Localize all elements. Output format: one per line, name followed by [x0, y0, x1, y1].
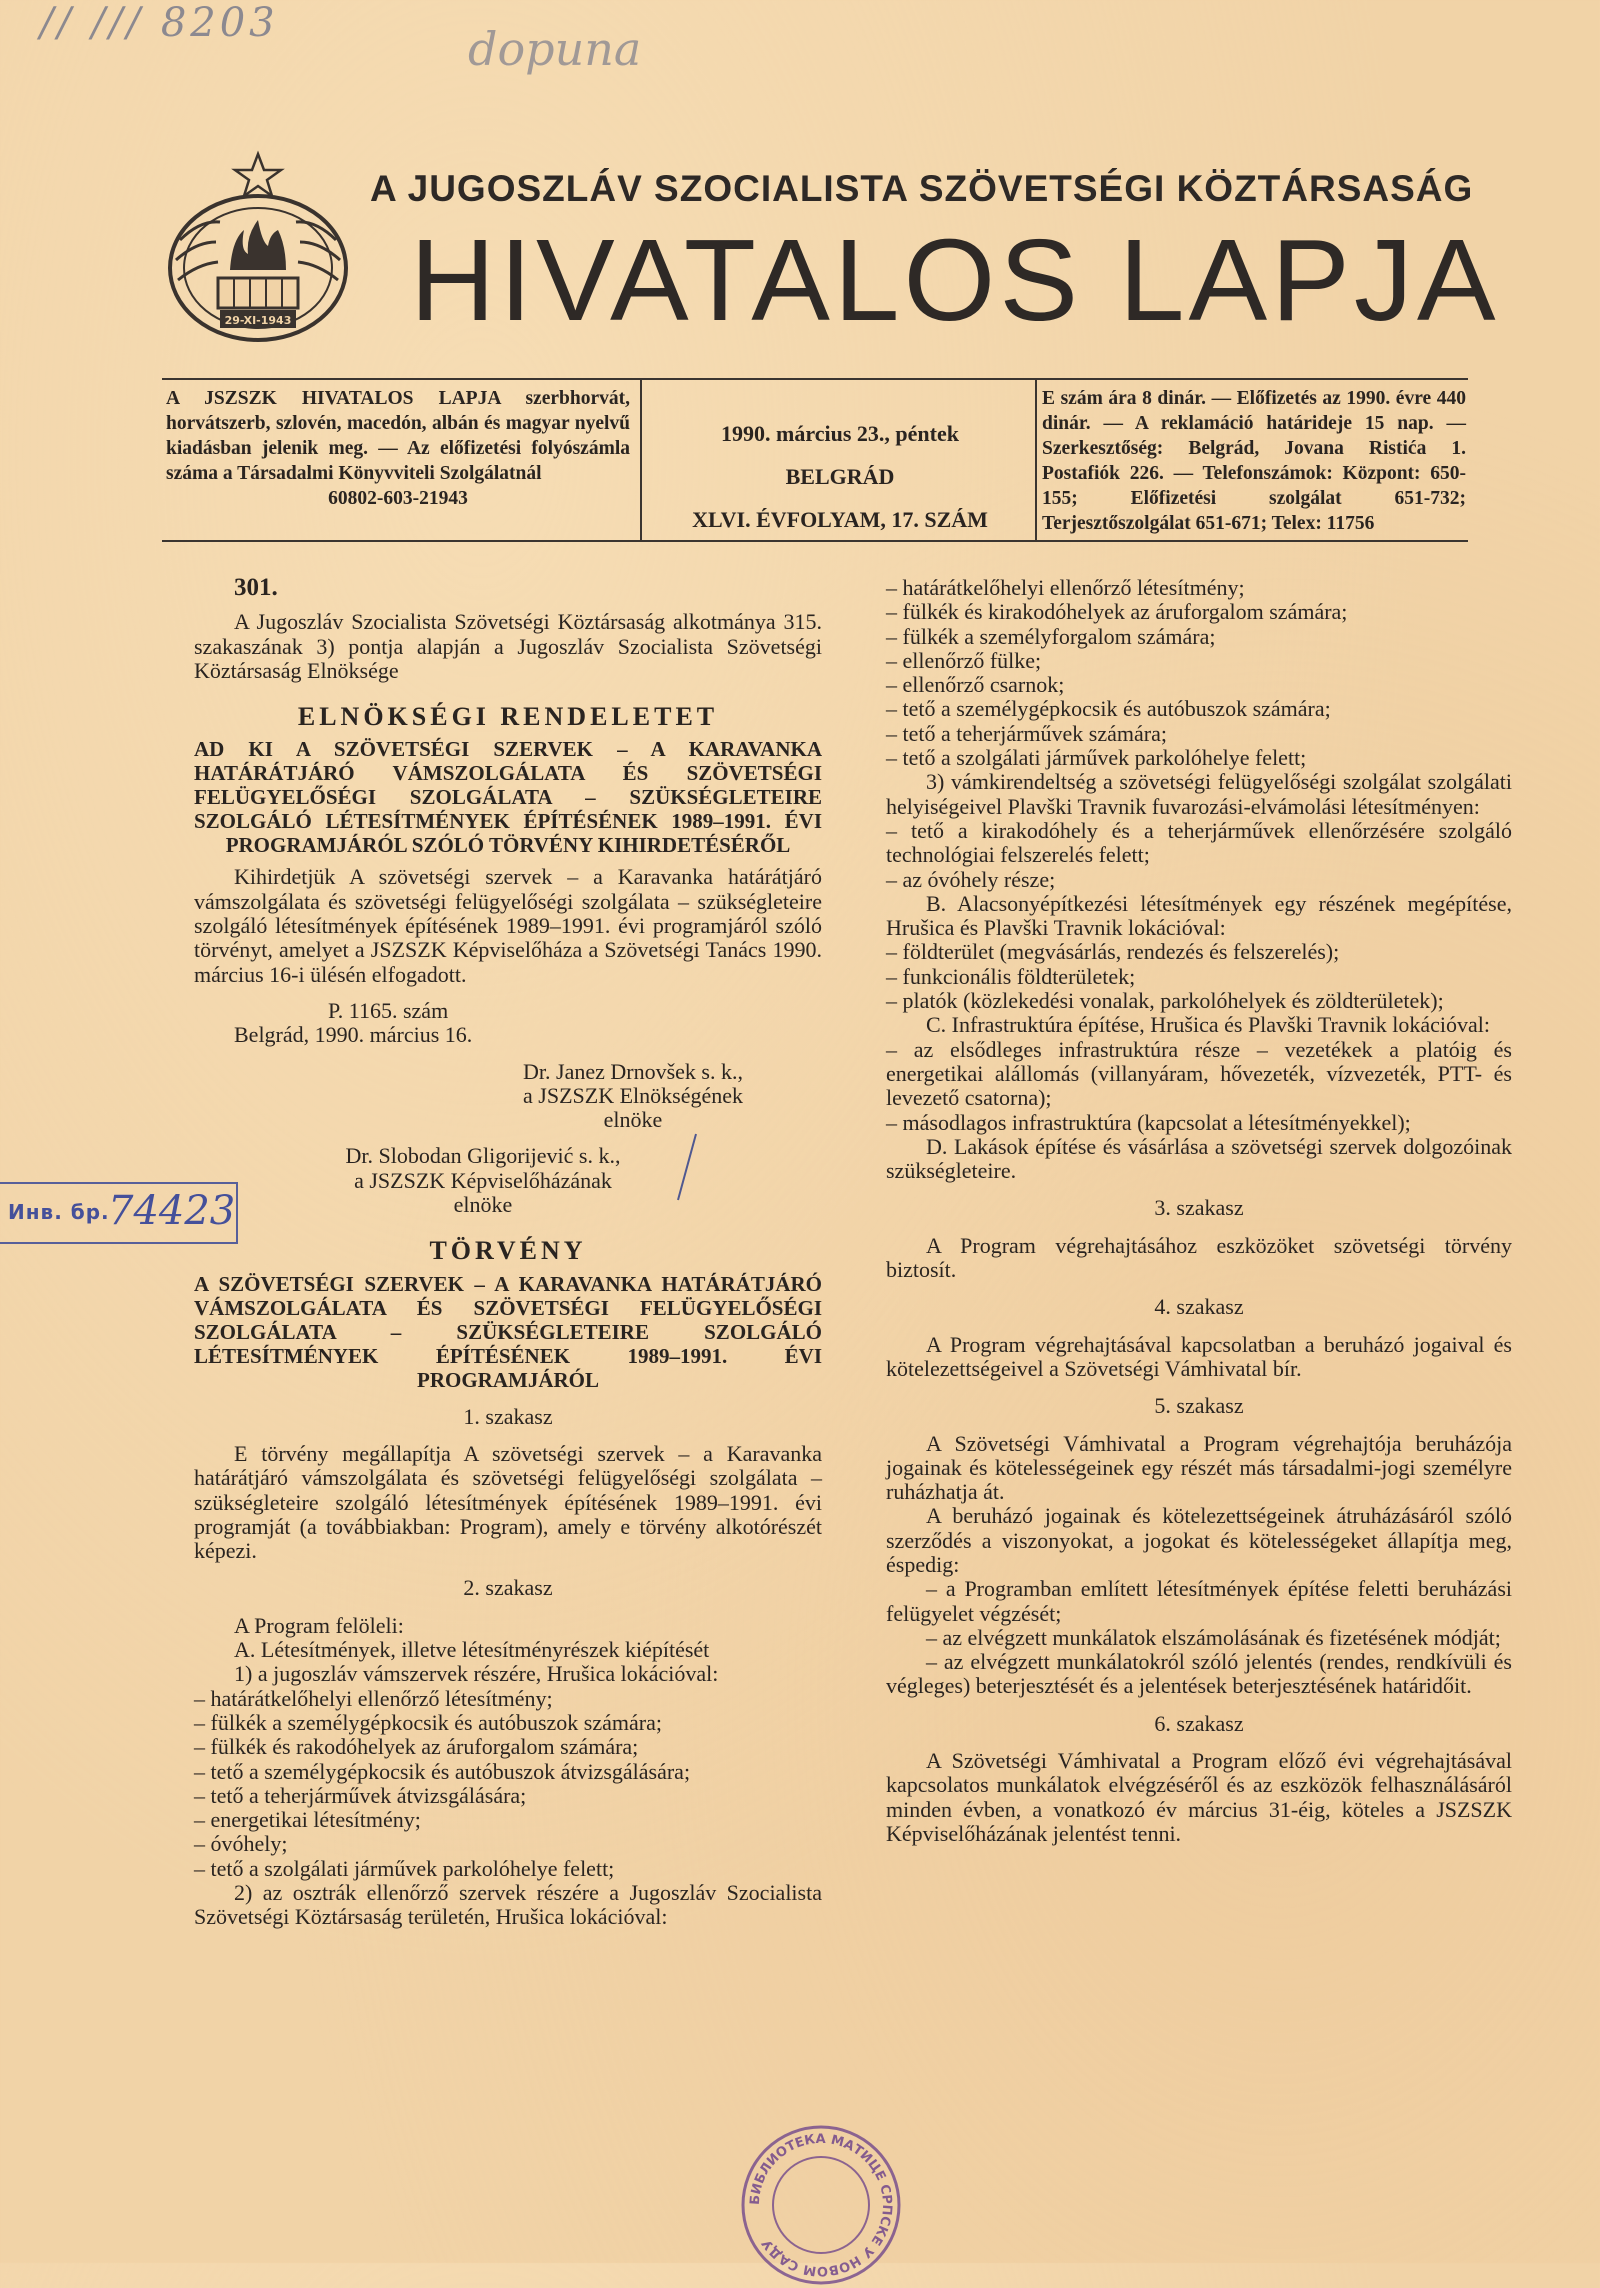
emblem-date: 29-XI-1943 [224, 314, 292, 327]
list-item: – tető a személygépkocsik és autóbuszok átvizsgálására; [194, 1758, 691, 1784]
country-name: A JUGOSZLÁV SZOCIALISTA SZÖVETSÉGI KÖZTÁRSASÁG [370, 168, 1474, 209]
section1-text: E törvény megállapítja A szövetségi szervek – a Karavanka határátjáró vámszolgálata és szövetségi felügyelőségi szolgálata – szükségleteire szolgáló létesítmények építésének 1989–1991. évi programját (a továbbiakban: Program), amely e törvény alkotórészét képezi. [194, 1440, 822, 1564]
inventory-stamp-label: Инв. бр. [8, 1200, 110, 1224]
section6-text: A Szövetségi Vámhivatal a Program előző évi végrehajtásával kapcsolatos munkálatok elvégzéséről és az eszközök felhasználásáról minden évben, a vonatkozó év március 31-éig, köteles a JSZSZK Képviselőházának jelentést tenni. [886, 1748, 1512, 1846]
list-item: 2) az osztrák ellenőrző szervek részére a Jugoszláv Szocialista Szövetségi Köztársaság területén, Hrušica lokációval: [194, 1879, 822, 1930]
list-item: – fülkék és kirakodóhelyek az áruforgalom számára; [886, 599, 1348, 625]
decree-heading: ELNÖKSÉGI RENDELETET [297, 702, 719, 732]
item-b: B. Alacsonyépítkezési létesítmények egy részének megépítése, Hrušica és Plavški Travnik lokációval: [886, 890, 1512, 941]
list-item: A. Létesítmények, illetve létesítményrészek kiépítését [234, 1637, 710, 1663]
list-item: – funkcionális földterületek; [886, 963, 1136, 989]
list-item: – tető a személygépkocsik és autóbuszok számára; [886, 696, 1331, 722]
library-stamp-text: БИБЛИОТЕКА МАТИЦЕ СРПСКЕ У НОВОМ САДУ [747, 2131, 895, 2279]
section5-text2: A beruházó jogainak és kötelezettségeinek átruházásáról szóló szerződés a viszonyokat, a jogokat és kötelességeket állapítja meg, éspedig: [886, 1503, 1512, 1577]
handwritten-word: dopuna [468, 22, 642, 76]
section3-title: 3. szakasz [1154, 1195, 1244, 1221]
list-item: A Program felöleli: [234, 1612, 404, 1638]
signer2-title: elnöke [453, 1192, 513, 1218]
decree-subheading: AD KI A SZÖVETSÉGI SZERVEK – A KARAVANKA HATÁRÁTJÁRÓ VÁMSZOLGÁLATA ÉS SZÖVETSÉGI FELÜGYELŐSÉGI SZOLGÁLATA – SZÜKSÉGLETEIRE SZOLGÁLÓ LÉTESÍTMÉNYEK ÉPÍTÉSÉNEK 1989–1991. ÉVI PROGRAMJÁRÓL SZÓLÓ TÖRVÉNY KIHIRDETÉSÉRŐL [194, 737, 822, 858]
list-item: – a Programban említett létesítmények építése feletti beruházási felügyelet végzését; [886, 1576, 1512, 1626]
signer1-title: elnöke [603, 1107, 663, 1133]
left-column [194, 572, 822, 1930]
list-item: – fülkék a személyforgalom számára; [886, 623, 1216, 649]
section2-title: 2. szakasz [463, 1575, 553, 1601]
list-item: – tető a szolgálati járművek parkolóhelye felett; [886, 745, 1307, 771]
reference-date: Belgrád, 1990. március 16. [234, 1022, 473, 1048]
list-item: – az elsődleges infrastruktúra része – vezetékek a platóig és energetikai alállomás (villanyáram, hővezeték, vízvezeték, PTT- és levezető csatorna); [886, 1036, 1512, 1111]
list-item: – földterület (megvásárlás, rendezés és felszerelés); [886, 939, 1340, 965]
issue-date: 1990. március 23., péntek [721, 421, 959, 446]
masthead-right-info: E szám ára 8 dinár. — Előfizetés az 1990. évre 440 dinár. — A reklamáció határideje 15 nap. — Szerkesztőség: Belgrád, Jovana Ristića 1. Postafiók 226. — Telefonszámok: Központ: 650-155; Előfizetési szolgálat 651-732; Terjesztőszolgálat 651-671; Telex: 11756 [1042, 388, 1466, 534]
list-item: – fülkék a személygépkocsik és autóbuszok számára; [194, 1709, 662, 1735]
list-item: – másodlagos infrastruktúra (kapcsolat a létesítményekkel); [886, 1109, 1411, 1135]
section1-title: 1. szakasz [463, 1403, 553, 1429]
inventory-stamp-number: 74423 [108, 1188, 236, 1234]
inventory-stamp [0, 1182, 238, 1244]
signer1-name: Dr. Janez Drnovšek s. k., [523, 1058, 743, 1084]
section5-text1: A Szövetségi Vámhivatal a Program végrehajtója beruházója jogainak és kötelességeinek egy részét más társadalmi-jogi személyre ruházhatja át. [886, 1430, 1512, 1505]
masthead-left-info [166, 386, 630, 511]
list-item: – tető a teherjárművek átvizsgálására; [194, 1782, 527, 1808]
law-subheading: A SZÖVETSÉGI SZERVEK – A KARAVANKA HATÁRÁTJÁRÓ VÁMSZOLGÁLATA ÉS SZÖVETSÉGI FELÜGYELŐSÉGI SZOLGÁLATA – SZÜKSÉGLETEIRE SZOLGÁLÓ LÉTESÍTMÉNYEK ÉPÍTÉSÉNEK 1989–1991. ÉVI PROGRAMJÁRÓL [194, 1271, 822, 1392]
issue-place: BELGRÁD [785, 464, 895, 489]
masthead-language-info: A JSZSZK HIVATALOS LAPJA szerbhorvát, horvátszerb, szlovén, macedón, albán és magyar nyelvű kiadásban jelenik meg. — Az előfizetési folyószámla száma a Társadalmi Könyvviteli Szolgálatnál [166, 388, 630, 484]
list-item: – határátkelőhelyi ellenőrző létesítmény; [194, 1685, 553, 1711]
list-item: – tető a szolgálati járművek parkolóhelye felett; [194, 1855, 615, 1881]
list-item: – fülkék és rakodóhelyek az áruforgalom számára; [194, 1734, 639, 1760]
signer2-role: a JSZSZK Képviselőházának [354, 1167, 612, 1193]
list-item: – óvóhely; [194, 1831, 288, 1857]
signer1-role: a JSZSZK Elnökségének [523, 1082, 743, 1108]
masthead-divider-left [640, 380, 642, 540]
right-column [886, 576, 1512, 1846]
issue-volume: XLVI. ÉVFOLYAM, 17. SZÁM [692, 507, 988, 532]
list-item: – tető a teherjárművek számára; [886, 720, 1167, 746]
section4-title: 4. szakasz [1154, 1294, 1244, 1320]
item-3: 3) vámkirendeltség a szövetségi felügyelőségi szolgálat szolgálati helyiségeivel Plavški Travnik fuvarozási-elvámolási létesítményen: [886, 769, 1512, 819]
section5-title: 5. szakasz [1154, 1393, 1244, 1419]
signature-mark [672, 1132, 702, 1202]
list-item: – az elvégzett munkálatok elszámolásának és fizetésének módját; [926, 1624, 1501, 1650]
list-item: – energetikai létesítmény; [194, 1807, 421, 1833]
list-item: – ellenőrző fülke; [886, 647, 1042, 673]
masthead-account-number: 60802-603-21943 [328, 488, 468, 509]
item-c: C. Infrastruktúra építése, Hrušica és Plavški Travnik lokációval: [926, 1012, 1490, 1038]
handwritten-marks: // /// 8203 [40, 0, 279, 46]
masthead-divider-right [1035, 380, 1037, 540]
list-item: – határátkelőhelyi ellenőrző létesítmény; [886, 575, 1245, 600]
list-item: – ellenőrző csarnok; [886, 672, 1065, 698]
decree-intro: A Jugoszláv Szocialista Szövetségi Köztársaság alkotmánya 315. szakaszának 3) pontja alapján a Jugoszláv Szocialista Szövetségi Köztársaság Elnöksége [194, 609, 822, 683]
section3-text: A Program végrehajtásához eszközöket szövetségi törvény biztosít. [886, 1232, 1512, 1283]
decree-text: Kihirdetjük A szövetségi szervek – a Karavanka határátjáró vámszolgálata és szövetségi felügyelőségi szolgálata – szükségleteire szolgáló létesítmények építésének 1989–1991. évi programjáról szóló törvényt, amelyet a JSZSZK Képviselőháza a Szövetségi Tanács 1990. március 16-i ülésén elfogadott. [194, 864, 822, 987]
list-item: 1) a jugoszláv vámszervek részére, Hrušica lokációval: [234, 1661, 719, 1687]
reference-number: P. 1165. szám [328, 997, 449, 1023]
list-item: – platók (közlekedési vonalak, parkolóhelyek és zöldterületek); [886, 988, 1444, 1014]
document-number: 301. [234, 574, 278, 601]
law-heading: TÖRVÉNY [429, 1236, 587, 1266]
list-item: – az elvégzett munkálatokról szóló jelentés (rendes, rendkívüli és végleges) beterjesztését és a jelentések beterjesztésének határidőit. [886, 1649, 1512, 1699]
list-item: – az óvóhely része; [886, 866, 1056, 892]
item-d: D. Lakások építése és vásárlása a szövetségi szervek dolgozóinak szükségleteire. [886, 1133, 1512, 1184]
masthead-center-info [650, 412, 1030, 541]
svg-text:БИБЛИОТЕКА МАТИЦЕ СРПСКЕ У НОВ [748, 2132, 894, 2278]
list-item: – tető a kirakodóhely és a teherjárművek ellenőrzésére szolgáló technológiai felszerelés felett; [886, 817, 1512, 868]
section6-title: 6. szakasz [1154, 1710, 1244, 1736]
coat-of-arms-icon [160, 150, 356, 350]
signer2-name: Dr. Slobodan Gligorijević s. k., [345, 1143, 621, 1169]
library-stamp [738, 2122, 904, 2288]
section4-text: A Program végrehajtásával kapcsolatban a beruházó jogaival és kötelezettségeivel a Szövetségi Vámhivatal bír. [886, 1331, 1512, 1381]
publication-title: HIVATALOS LAPJA [410, 216, 1500, 346]
masthead-rule-top [162, 378, 1468, 380]
section2-list [194, 1614, 822, 1930]
